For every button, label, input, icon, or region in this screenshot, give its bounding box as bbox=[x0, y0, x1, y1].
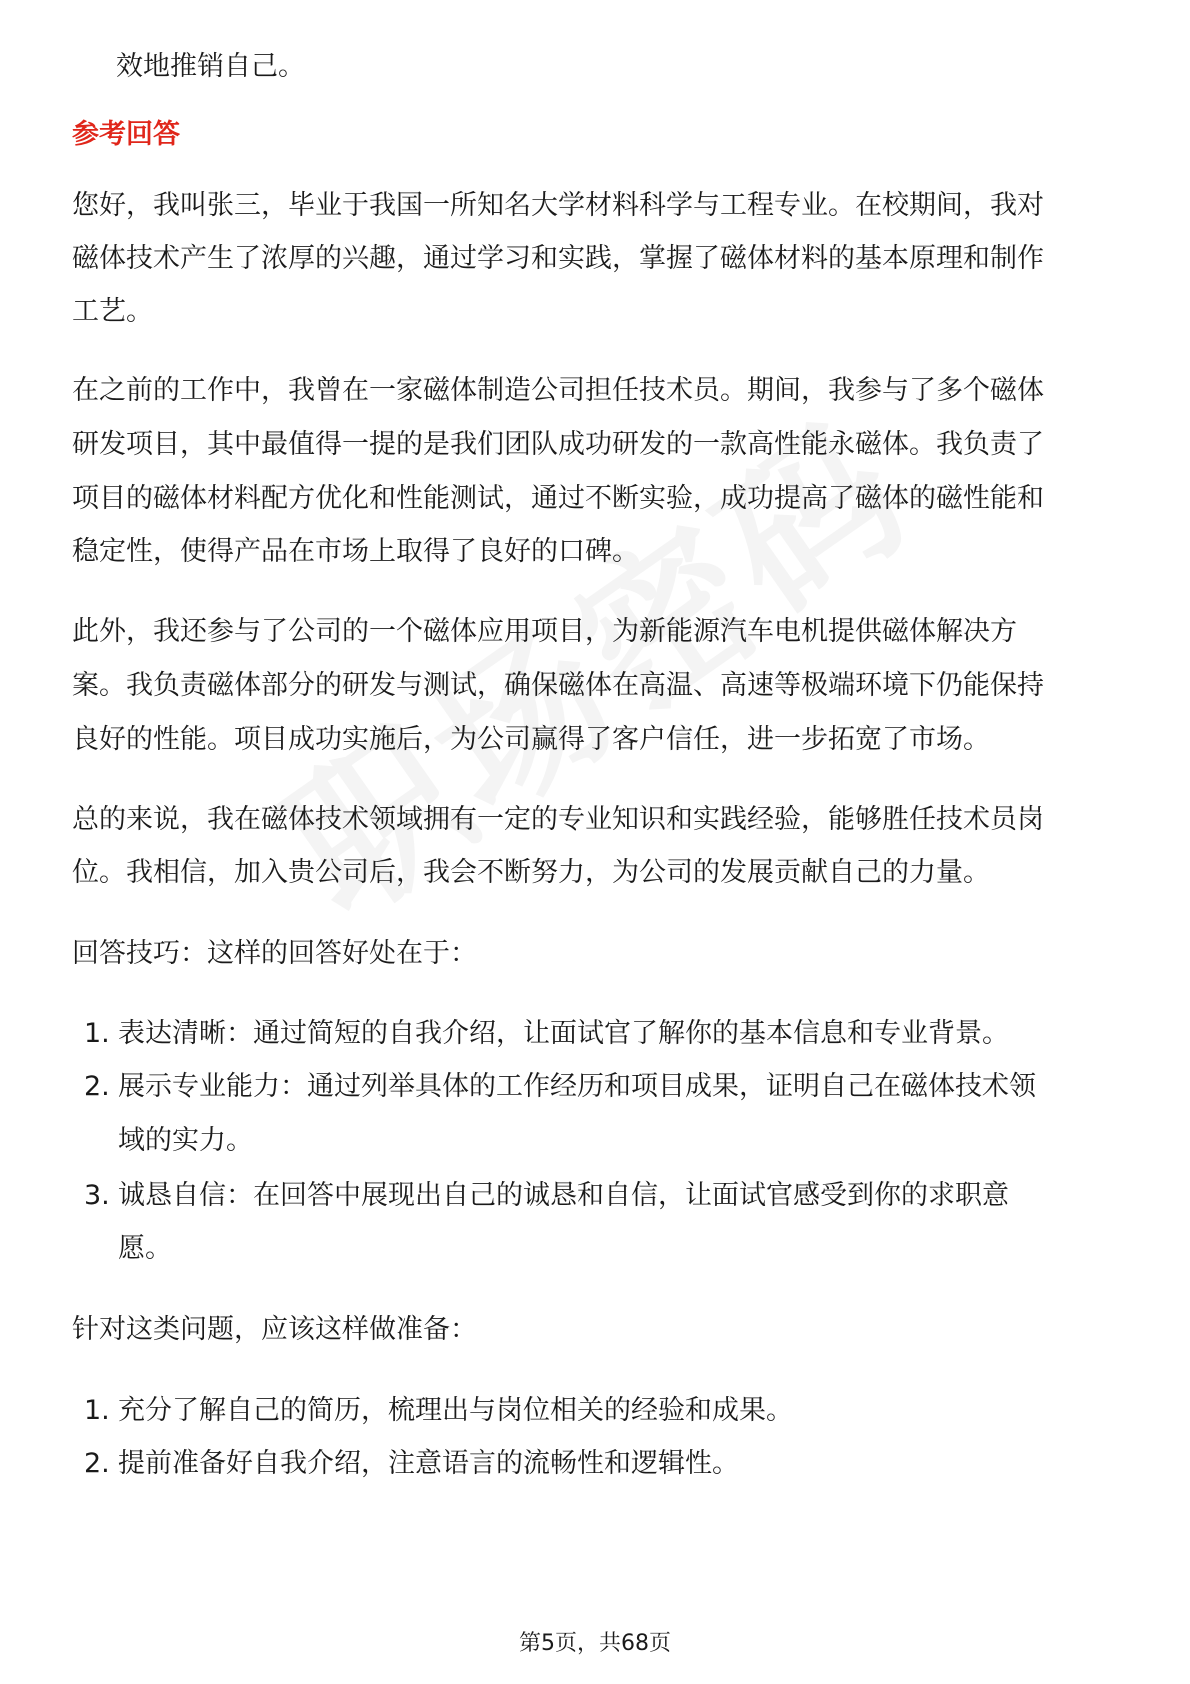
tips-item-number: 1. bbox=[84, 1018, 110, 1049]
prep-item-line: 提前准备好自我介绍，注意语言的流畅性和逻辑性。 bbox=[118, 1448, 739, 1479]
tips-item-number: 2. bbox=[84, 1071, 110, 1102]
tips-item-line: 展示专业能力：通过列举具体的工作经历和项目成果，证明自己在磁体技术领 bbox=[118, 1071, 1036, 1102]
para1-line: 工艺。 bbox=[72, 296, 153, 327]
page-number: 第5页，共68页 bbox=[519, 1631, 671, 1656]
para3-line: 良好的性能。项目成功实施后，为公司赢得了客户信任，进一步拓宽了市场。 bbox=[72, 724, 990, 755]
para4-line: 总的来说，我在磁体技术领域拥有一定的专业知识和实践经验，能够胜任技术员岗 bbox=[72, 804, 1044, 835]
prep-intro: 针对这类问题，应该这样做准备： bbox=[72, 1314, 477, 1345]
tips-intro: 回答技巧：这样的回答好处在于： bbox=[72, 938, 477, 969]
para3-line: 案。我负责磁体部分的研发与测试，确保磁体在高温、高速等极端环境下仍能保持 bbox=[72, 670, 1044, 701]
para2-line: 在之前的工作中，我曾在一家磁体制造公司担任技术员。期间，我参与了多个磁体 bbox=[72, 375, 1044, 406]
tips-item-line: 诚恳自信：在回答中展现出自己的诚恳和自信，让面试官感受到你的求职意 bbox=[118, 1180, 1009, 1211]
tips-item-line: 表达清晰：通过简短的自我介绍，让面试官了解你的基本信息和专业背景。 bbox=[118, 1018, 1009, 1049]
para2-line: 研发项目，其中最值得一提的是我们团队成功研发的一款高性能永磁体。我负责了 bbox=[72, 429, 1044, 460]
para4-line: 位。我相信，加入贵公司后，我会不断努力，为公司的发展贡献自己的力量。 bbox=[72, 857, 990, 888]
tips-item-line: 愿。 bbox=[118, 1233, 172, 1264]
tips-item-number: 3. bbox=[84, 1180, 110, 1211]
para3-line: 此外，我还参与了公司的一个磁体应用项目，为新能源汽车电机提供磁体解决方 bbox=[72, 616, 1017, 647]
para1-line: 您好，我叫张三，毕业于我国一所知名大学材料科学与工程专业。在校期间，我对 bbox=[72, 190, 1044, 221]
para1-line: 磁体技术产生了浓厚的兴趣，通过学习和实践，掌握了磁体材料的基本原理和制作 bbox=[72, 243, 1044, 274]
para2-line: 稳定性，使得产品在市场上取得了良好的口碑。 bbox=[72, 536, 639, 567]
intro-tail: 效地推销自己。 bbox=[116, 51, 305, 82]
tips-item-line: 域的实力。 bbox=[118, 1125, 253, 1156]
prep-item-number: 1. bbox=[84, 1395, 110, 1426]
prep-item-line: 充分了解自己的简历，梳理出与岗位相关的经验和成果。 bbox=[118, 1395, 793, 1426]
section-heading: 参考回答 bbox=[72, 119, 180, 150]
prep-item-number: 2. bbox=[84, 1448, 110, 1479]
para2-line: 项目的磁体材料配方优化和性能测试，通过不断实验，成功提高了磁体的磁性能和 bbox=[72, 483, 1044, 514]
